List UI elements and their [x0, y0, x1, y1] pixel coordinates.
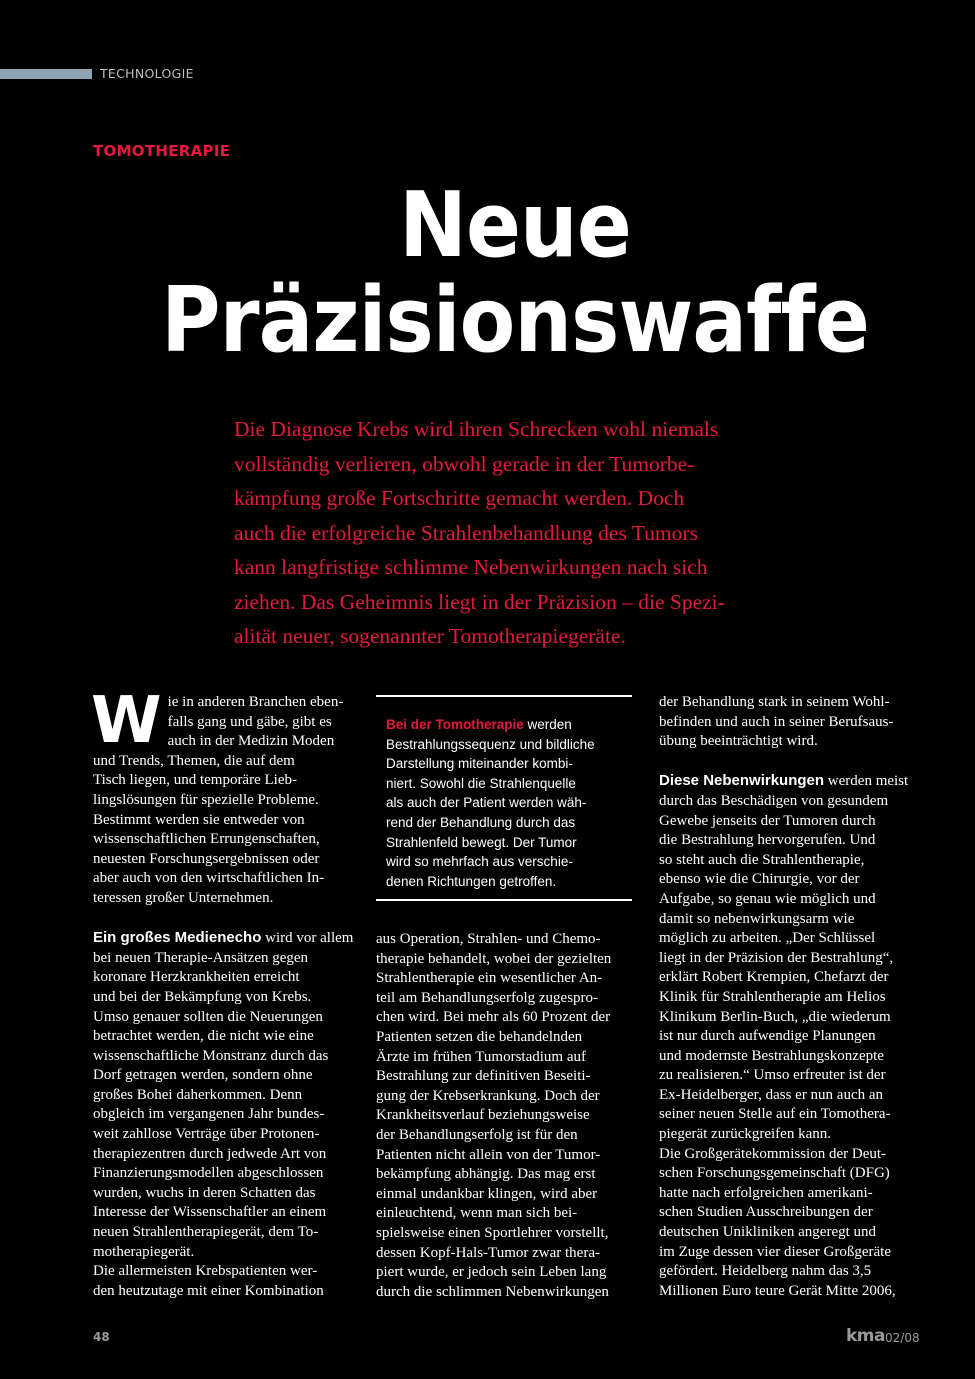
magazine-logo: kma	[846, 1326, 885, 1346]
text-line: liegt in der Präzision der Bestrahlung“,	[659, 949, 894, 966]
lead-paragraph	[234, 412, 794, 654]
text-fragment: werden meist	[824, 773, 909, 790]
text-line: neuen Strahlentherapiegerät, dem To-	[93, 1224, 319, 1241]
paragraph-lead-line	[93, 928, 354, 949]
text-line: Ex-Heidelberger, dass er nun auch an	[659, 1086, 884, 1103]
text-line: befinden und auch in seiner Berufsaus-	[659, 713, 894, 730]
text-line: ie in anderen Branchen eben-	[167, 694, 344, 710]
text-line: rend der Behandlung durch das	[386, 814, 576, 830]
section-label: TECHNOLOGIE	[100, 66, 194, 81]
text-line: deutschen Unikliniken angeregt und	[659, 1224, 877, 1241]
text-line: Klinikum Berlin-Buch, „die wiederum	[659, 1008, 891, 1025]
text-fragment: werden	[523, 717, 572, 732]
text-line: piegerät zurückgreifen kann.	[659, 1126, 831, 1143]
text-line: dessen Kopf-Hals-Tumor zwar thera-	[376, 1244, 600, 1261]
text-line: Millionen Euro teure Gerät Mitte 2006,	[659, 1282, 896, 1299]
text-line: wird so mehrfach aus verschie-	[386, 854, 573, 870]
text-line: der Behandlungserfolg ist für den	[376, 1126, 578, 1143]
text-line: seiner neuen Stelle auf ein Tomothera-	[659, 1106, 891, 1123]
text-line: falls gang und gäbe, gibt es	[167, 713, 332, 730]
text-line: Strahlentherapie ein wesentlicher An-	[376, 970, 603, 987]
text-line: und bei der Bekämpfung von Krebs.	[93, 988, 312, 1005]
text-line: durch das Beschädigen von gesundem	[659, 792, 889, 809]
text-line: koronare Herzkrankheiten erreicht	[93, 969, 300, 986]
text-line: Strahlenfeld bewegt. Der Tumor	[386, 834, 577, 850]
text-line: wissenschaftliche Monstranz durch das	[93, 1047, 329, 1064]
text-line: gefördert. Heidelberg nahm das 3,5	[659, 1263, 872, 1280]
paragraph-lead: Diese Nebenwirkungen	[659, 772, 825, 790]
text-line: möglich zu arbeiten. „Der Schlüssel	[659, 930, 876, 947]
text-line: der Behandlung stark in seinem Wohl-	[659, 694, 890, 710]
text-line: wissenschaftlichen Errungenschaften,	[93, 831, 320, 848]
text-line: einmal undankbar klingen, wird aber	[376, 1185, 598, 1202]
text-line: schen Studien Ausschreibungen der	[659, 1204, 873, 1221]
text-line: Bestrahlungssequenz und bildliche	[386, 736, 595, 752]
page-number: 48	[93, 1330, 110, 1344]
text-line: so steht auch die Strahlentherapie,	[659, 851, 865, 868]
lead-line: ziehen. Das Geheimnis liegt in der Präzision – die Spezi-	[234, 589, 725, 614]
text-line: Ärzte im frühen Tumorstadium auf	[376, 1048, 586, 1065]
text-fragment: wird vor allem	[261, 930, 354, 947]
text-line: betrachtet werden, die nicht wie eine	[93, 1028, 314, 1045]
info-box-lead-line	[386, 715, 626, 735]
lead-line: kämpfung große Fortschritte gemacht werden. Doch	[234, 486, 685, 510]
text-line: obgleich im vergangenen Jahr bundes-	[93, 1106, 325, 1123]
headline-line-1: Neue	[399, 173, 631, 278]
text-line: Klinik für Strahlentherapie am Helios	[659, 988, 886, 1005]
text-line: im Zuge dessen vier dieser Großgeräte	[659, 1243, 891, 1260]
text-line: Patienten nicht allein von der Tumor-	[376, 1146, 601, 1163]
text-line: und modernste Bestrahlungskonzepte	[659, 1047, 884, 1064]
kicker: TOMOTHERAPIE	[93, 142, 231, 160]
text-line: Dorf getragen werden, sondern ohne	[93, 1067, 313, 1084]
text-line: gung der Krebserkrankung. Doch der	[376, 1087, 600, 1104]
text-line: Bestimmt werden sie entweder von	[93, 811, 305, 828]
info-box-lead: Bei der Tomotherapie	[386, 717, 524, 732]
text-line: damit so nebenwirkungsarm wie	[659, 910, 855, 927]
text-line: denen Richtungen getroffen.	[386, 873, 557, 889]
text-line: Umso genauer sollten die Neuerungen	[93, 1008, 323, 1025]
text-line: aus Operation, Strahlen- und Chemo-	[376, 931, 601, 947]
body-column-1	[91, 684, 354, 1301]
text-line: einleuchtend, wenn man sich bei-	[376, 1205, 578, 1222]
drop-cap: W	[91, 684, 162, 758]
text-line: Die Großgerätekommission der Deut-	[659, 1145, 887, 1162]
text-line: Aufgabe, so genau wie möglich und	[659, 890, 876, 907]
text-line: die Bestrahlung hervorgerufen. Und	[659, 832, 876, 849]
lead-line: auch die erfolgreiche Strahlenbehandlung des Tumors	[234, 520, 698, 545]
text-line: Darstellung miteinander kombi-	[386, 756, 573, 772]
text-line: motherapiegerät.	[93, 1243, 195, 1260]
text-line: therapiezentren durch jedwede Art von	[93, 1145, 327, 1162]
info-box-text	[386, 715, 626, 891]
text-line: chen wird. Bei mehr als 60 Prozent der	[376, 1009, 611, 1026]
body-column-2	[376, 930, 632, 1302]
text-line: Tisch liegen, und temporäre Lieb-	[93, 772, 297, 789]
text-line: Bestrahlung zur definitiven Beseiti-	[376, 1068, 591, 1085]
issue-number: 02/08	[885, 1331, 920, 1345]
text-line: bekämpfung abhängig. Das mag erst	[376, 1166, 596, 1183]
paragraph-lead: Ein großes Medienecho	[93, 929, 262, 947]
text-line: zu realisieren.“ Umso erfreuter ist der	[659, 1067, 886, 1084]
text-line: als auch der Patient werden wäh-	[386, 795, 587, 811]
text-line: bei neuen Therapie-Ansätzen gegen	[93, 949, 309, 966]
text-line: erklärt Robert Krempien, Chefarzt der	[659, 969, 889, 986]
body-column-3	[659, 693, 915, 1301]
text-line: Interesse der Wissenschaftler an einem	[93, 1204, 327, 1221]
text-line: Patienten setzen die behandelnden	[376, 1028, 583, 1045]
text-line: den heutzutage mit einer Kombination	[93, 1282, 324, 1299]
text-line: lingslösungen für spezielle Probleme.	[93, 791, 319, 808]
text-line: auch in der Medizin Moden	[167, 733, 335, 750]
text-line: Krankheitsverlauf beziehungsweise	[376, 1107, 590, 1124]
text-line: spielsweise einen Sportlehrer vorstellt,	[376, 1224, 609, 1241]
info-box	[376, 695, 632, 901]
headline-line-2: Präzisionswaffe	[161, 268, 869, 373]
text-line: übung beeinträchtigt wird.	[659, 733, 818, 750]
text-line: weit zahllose Verträge über Protonen-	[93, 1126, 320, 1143]
text-line: schen Forschungsgemeinschaft (DFG)	[659, 1165, 890, 1182]
text-line: Gewebe jenseits der Tumoren durch	[659, 812, 876, 829]
lead-line: vollständig verlieren, obwohl gerade in der Tumorbe-	[234, 451, 695, 476]
text-line: ist nur durch aufwendige Planungen	[659, 1028, 876, 1045]
lead-line: alität neuer, sogenannter Tomotherapiegeräte.	[234, 624, 626, 648]
text-line: teil am Behandlungserfolg zugespro-	[376, 989, 599, 1006]
section-bar	[0, 69, 92, 79]
text-line: niert. Sowohl die Strahlenquelle	[386, 775, 576, 791]
text-line: ebenso wie die Chirurgie, vor der	[659, 871, 860, 888]
text-line: und Trends, Themen, die auf dem	[93, 752, 295, 769]
lead-line: Die Diagnose Krebs wird ihren Schrecken wohl niemals	[234, 417, 719, 441]
text-line: teressen großer Unternehmen.	[93, 889, 274, 906]
text-line: durch die schlimmen Nebenwirkungen	[376, 1283, 609, 1300]
text-line: Die allermeisten Krebspatienten wer-	[93, 1263, 318, 1280]
text-line: neuesten Forschungsergebnissen oder	[93, 850, 320, 867]
headline	[106, 173, 925, 373]
text-line: großes Bohei daherkommen. Denn	[93, 1086, 303, 1103]
text-line: wurden, wuchs in deren Schatten das	[93, 1184, 316, 1201]
lead-line: kann langfristige schlimme Nebenwirkungen nach sich	[234, 555, 708, 579]
text-line: Finanzierungsmodellen abgeschlossen	[93, 1165, 324, 1182]
text-line: aber auch von den wirtschaftlichen In-	[93, 870, 325, 887]
paragraph-lead-line	[659, 771, 915, 792]
text-line: therapie behandelt, wobei der gezielten	[376, 950, 612, 967]
text-line: piert wurde, er jedoch sein Leben lang	[376, 1264, 607, 1281]
text-line: hatte nach erfolgreichen amerikani-	[659, 1184, 873, 1201]
